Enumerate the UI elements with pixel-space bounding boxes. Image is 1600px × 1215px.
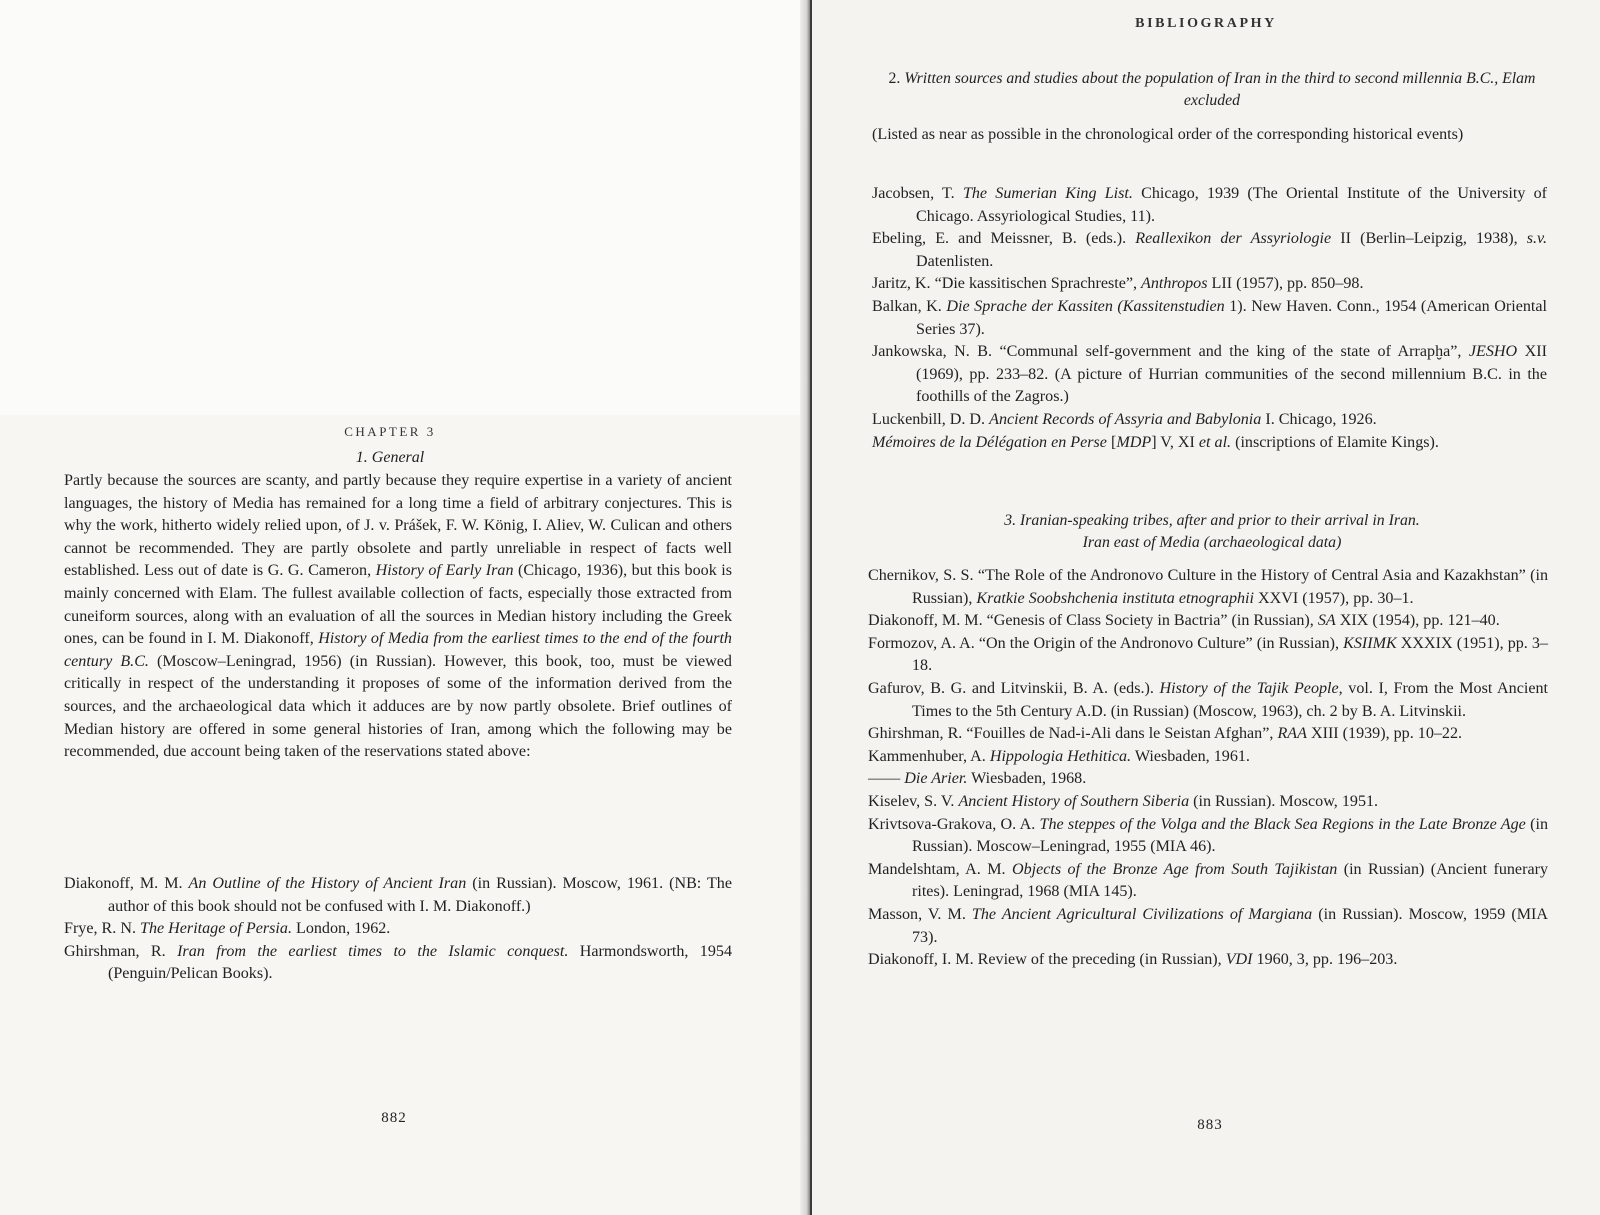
ref-details: (in Russian). Moscow–Leningrad, 1955 (MIA 46). <box>912 815 1548 856</box>
reference-list <box>872 183 1547 454</box>
ref-details: London, 1962. <box>291 920 391 938</box>
reference-entry <box>872 296 1547 341</box>
ref-author: Gafurov, B. G. and Litvinskii, B. A. (eds.). <box>868 679 1160 697</box>
ref-details: XII (1969), pp. 233–82. (A picture of Hurrian communities of the second millennium B.C. in the foothills of the Zagros.) <box>916 343 1547 406</box>
ref-title: KSIIMK <box>1343 634 1397 652</box>
ref-details: (in Russian) (Ancient funerary rites). Leningrad, 1968 (MIA 145). <box>912 860 1548 901</box>
section-title: Written sources and studies about the population of Iran in the third to second millennia B.C., <box>904 70 1503 87</box>
page-number: 882 <box>381 1110 407 1126</box>
ref-title: The Ancient Agricultural Civilizations of Margiana <box>971 905 1313 923</box>
ref-title: Ancient Records of Assyria and Babylonia <box>989 410 1262 428</box>
ref-author: Masson, V. M. <box>868 905 972 923</box>
ref-abbrev: et al. <box>1198 433 1232 451</box>
ref-title: JESHO <box>1468 343 1518 361</box>
reference-entry <box>872 432 1547 455</box>
ref-details: (inscriptions of Elamite Kings). <box>1231 433 1439 451</box>
ref-details: ] V, XI <box>1151 433 1199 451</box>
paragraph-text: Partly because the sources are scanty, and partly because they require expertise in a variety of ancient languages, the history of Media has remained for a long time a field of arbitrary conjectures. This is why the work, hitherto widely relied upon, of J. v. Prášek, F. W. König, I. Aliev, W. Culican and others cannot be recommended. They are partly obsolete and partly unreliable in respect of facts well established. Less out of date is G. G. Cameron, <box>64 472 732 580</box>
ref-author: Jaritz, K. “Die kassitischen Sprachreste”, <box>872 275 1142 293</box>
reference-list <box>64 873 732 986</box>
reference-entry <box>868 949 1548 972</box>
reference-entry <box>868 814 1548 859</box>
running-head: BIBLIOGRAPHY <box>1135 16 1277 31</box>
reference-entry <box>868 723 1548 746</box>
ref-details: Datenlisten. <box>916 252 994 270</box>
ref-details: [ <box>1106 433 1117 451</box>
ref-title: Iran from the earliest times to the Islamic conquest. <box>177 942 569 960</box>
ref-title: Reallexikon der Assyriologie <box>1135 230 1332 248</box>
right-page <box>812 0 1600 1215</box>
ref-title: RAA <box>1277 725 1307 743</box>
ref-author: Balkan, K. <box>872 297 947 315</box>
ref-title: Die Arier. <box>904 770 968 788</box>
reference-entry <box>868 904 1548 949</box>
ref-title: Mémoires de la Délégation en Perse <box>872 433 1107 451</box>
ref-author: —— <box>868 770 905 788</box>
ref-title: Objects of the Bronze Age from South Tajikistan <box>1011 860 1338 878</box>
ref-author: Luckenbill, D. D. <box>872 410 990 428</box>
ref-details: (in Russian). Moscow, 1959 (MIA 73). <box>912 905 1548 946</box>
reference-entry <box>64 918 732 941</box>
reference-entry <box>868 633 1548 678</box>
ref-title: Die Sprache der Kassiten (Kassitenstudien <box>946 297 1225 315</box>
reference-entry <box>868 746 1548 769</box>
ref-title: Hippologia Hethitica. <box>989 747 1132 765</box>
ref-details: vol. I, From the Most Ancient Times to the 5th Century A.D. (in Russian) (Moscow, 1963), ch. 2 by B. A. Litvinskii. <box>912 679 1548 720</box>
ref-details: LII (1957), pp. 850–98. <box>1207 275 1364 293</box>
ref-details: Wiesbaden, 1961. <box>1131 747 1250 765</box>
ref-details: Harmondsworth, 1954 (Penguin/Pelican Books). <box>108 942 732 983</box>
book-title: History of Media from the earliest times to the end of the fourth century B.C. <box>64 630 732 670</box>
page-number: 883 <box>1197 1117 1223 1133</box>
reference-entry <box>64 941 732 986</box>
ref-details: (in Russian). Moscow, 1961. (NB: The author of this book should not be confused with I. M. Diakonoff.) <box>108 875 733 915</box>
ref-author: Frye, R. N. <box>64 920 140 938</box>
ref-author: Mandelshtam, A. M. <box>868 860 1012 878</box>
section-number: 2. <box>888 70 905 87</box>
reference-entry <box>872 228 1547 273</box>
ref-details: Chicago, 1939 (The Oriental Institute of the University of Chicago. Assyriological Studies, 11). <box>916 185 1547 225</box>
chapter-heading: CHAPTER 3 <box>344 424 436 439</box>
ref-abbrev: MDP <box>1116 433 1152 451</box>
reference-entry <box>872 183 1547 228</box>
ref-title: VDI <box>1225 951 1253 969</box>
ref-abbrev: s.v. <box>1526 230 1547 248</box>
ref-title: History of the Tajik People, <box>1159 679 1343 697</box>
ref-author: Kammenhuber, A. <box>868 747 990 765</box>
reference-entry <box>868 678 1548 723</box>
ref-title: The steppes of the Volga and the Black Sea Regions in the Late Bronze Age <box>1039 815 1526 833</box>
ref-title: SA <box>1317 612 1336 630</box>
ref-details: II (Berlin–Leipzig, 1938), <box>1331 230 1527 248</box>
reference-entry <box>868 791 1548 814</box>
blank-area <box>0 0 800 415</box>
reference-entry <box>872 273 1547 296</box>
ref-author: Ebeling, E. and Meissner, B. (eds.). <box>872 230 1136 248</box>
ref-title: The Heritage of Persia. <box>140 920 292 938</box>
ref-details: Wiesbaden, 1968. <box>967 770 1087 788</box>
ref-title: Ancient History of Southern Siberia <box>958 792 1190 810</box>
ref-author: Chernikov, S. S. “The Role of the Andronovo Culture in the History of Central Asia and Kazakhstan” (in Russian), <box>868 567 1548 607</box>
ref-details: I. Chicago, 1926. <box>1261 410 1377 428</box>
reference-entry <box>872 409 1547 432</box>
ref-author: Kiselev, S. V. <box>868 792 959 810</box>
ref-details: XXVI (1957), pp. 30–1. <box>1253 589 1414 607</box>
book-title: History of Early Iran <box>375 562 514 580</box>
ref-author: Diakonoff, M. M. “Genesis of Class Society in Bactria” (in Russian), <box>868 612 1318 630</box>
ref-title: An Outline of the History of Ancient Iran <box>188 875 467 892</box>
ref-details: XIII (1939), pp. 10–22. <box>1306 725 1463 743</box>
section-heading <box>872 510 1552 554</box>
section-heading: 1. General <box>355 449 425 466</box>
ref-details: (in Russian). Moscow, 1951. <box>1189 792 1379 810</box>
ref-author: Ghirshman, R. <box>64 942 178 960</box>
ref-author: Krivtsova-Grakova, O. A. <box>868 815 1040 833</box>
section-title-qualifier: Elam excluded <box>1183 70 1536 109</box>
section-heading <box>872 68 1552 112</box>
ref-author: Jankowska, N. B. “Communal self-government and the king of the state of Arrapḫa”, <box>872 343 1469 361</box>
section-subtitle: Iran east of Media (archaeological data) <box>1082 534 1342 551</box>
section-note: (Listed as near as possible in the chronological order of the corresponding historical events) <box>872 126 1464 143</box>
ref-title: The Sumerian King List. <box>962 185 1133 202</box>
ref-details: XXXIX (1951), pp. 3–18. <box>912 634 1548 675</box>
body-paragraph <box>64 470 732 764</box>
reference-entry <box>868 610 1548 633</box>
reference-entry <box>868 859 1548 904</box>
reference-entry <box>872 341 1547 409</box>
ref-title: Anthropos <box>1141 275 1208 293</box>
ref-author: Jacobsen, T. <box>872 185 963 202</box>
ref-author: Diakonoff, M. M. <box>64 875 189 892</box>
ref-author: Formozov, A. A. “On the Origin of the Andronovo Culture” (in Russian), <box>868 634 1344 652</box>
ref-author: Ghirshman, R. “Fouilles de Nad-i-Ali dans le Seistan Afghan”, <box>868 725 1278 743</box>
paragraph-text: (Chicago, 1936), but this book is mainly concerned with Elam. The fullest available collection of facts, especially those extracted from cuneiform sources, along with an evaluation of all the sources in Median history including the Greek ones, can be found in I. M. Diakonoff, <box>64 562 733 648</box>
reference-list <box>868 565 1548 972</box>
ref-details: 1960, 3, pp. 196–203. <box>1252 951 1398 969</box>
section-title: 3. Iranian-speaking tribes, after and prior to their arrival in Iran. <box>1004 512 1420 529</box>
paragraph-text: (Moscow–Leningrad, 1956) (in Russian). However, this book, too, must be viewed critically in respect of the understanding it proposes of some of the information derived from the sources, and the archaeological data which it adduces are by now partly obsolete. Brief outlines of Median history are offered in some general histories of Iran, among which the following may be recommended, due account being taken of the reservations stated above: <box>64 652 732 761</box>
reference-entry <box>868 768 1548 791</box>
ref-details: XIX (1954), pp. 121–40. <box>1335 612 1500 630</box>
ref-title: Kratkie Soobshchenia instituta etnographii <box>976 589 1254 607</box>
reference-entry <box>868 565 1548 610</box>
ref-author: Diakonoff, I. M. Review of the preceding (in Russian), <box>868 951 1226 969</box>
reference-entry <box>64 873 732 918</box>
ref-details: 1). New Haven. Conn., 1954 (American Oriental Series 37). <box>916 297 1548 338</box>
